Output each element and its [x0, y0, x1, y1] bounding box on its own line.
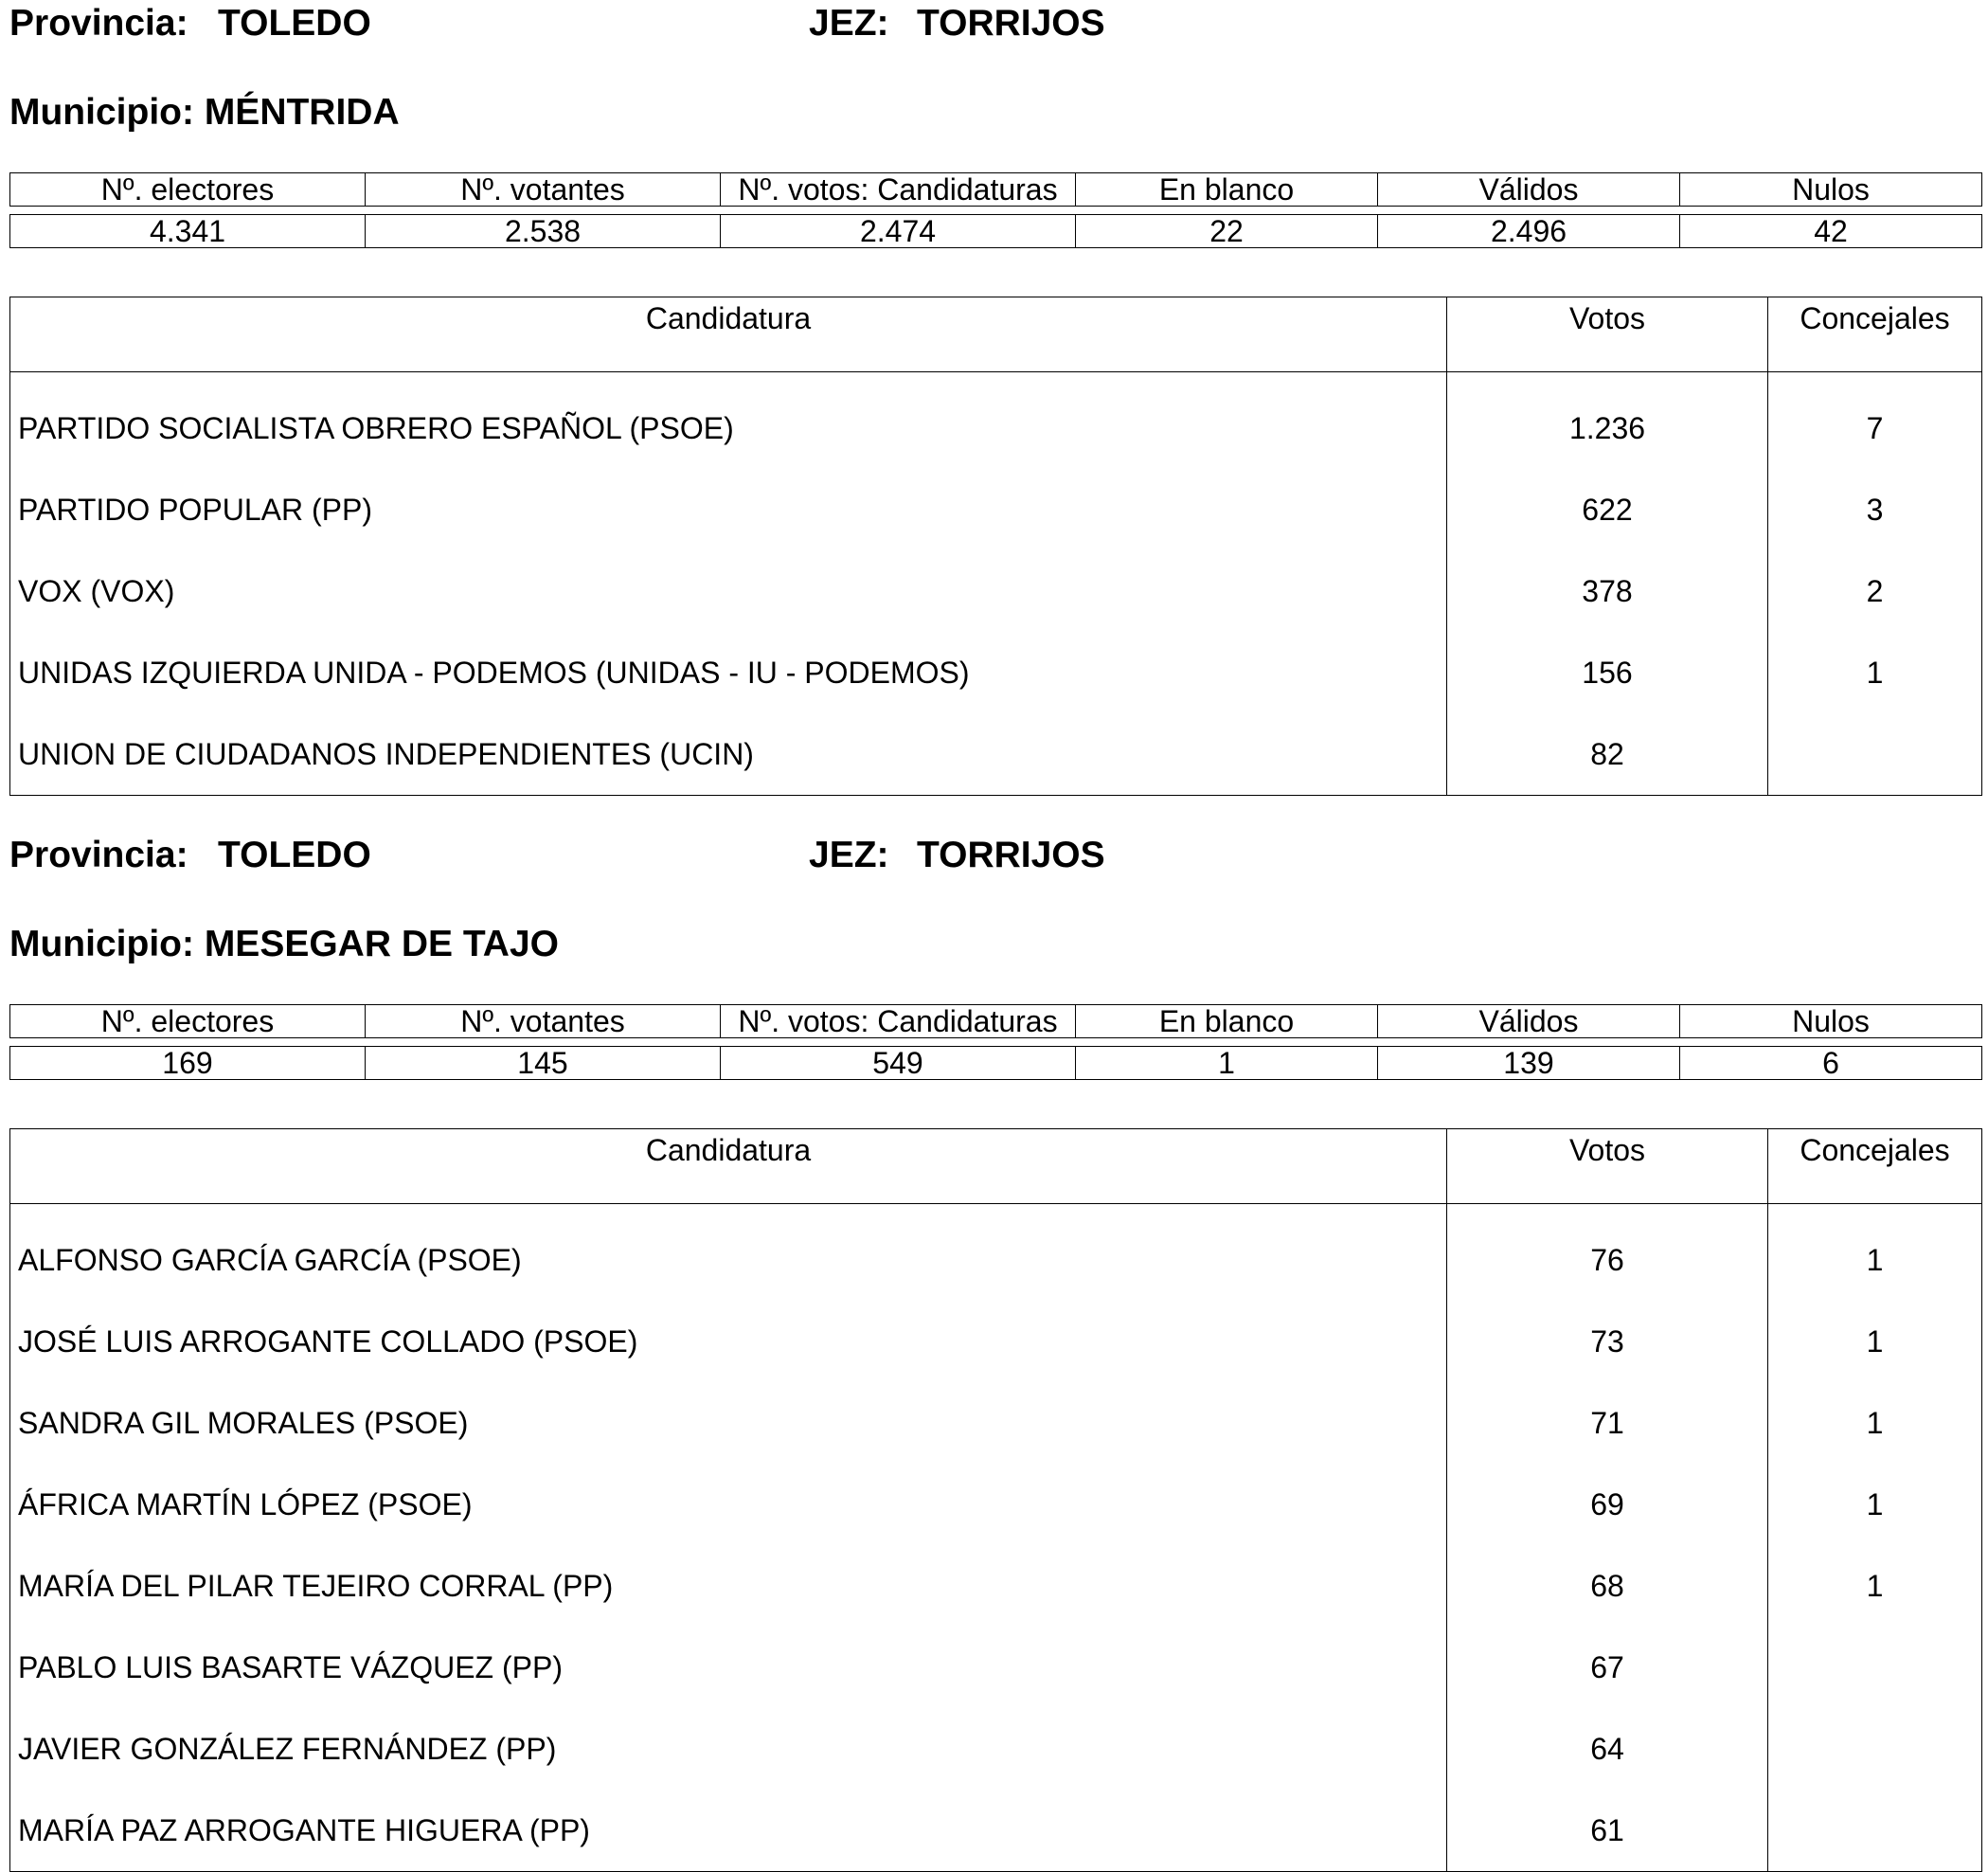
municipality-label: Municipio:	[9, 92, 194, 133]
table-row	[10, 1464, 1982, 1545]
municipality-line	[9, 89, 1981, 136]
candidatura-cell: PARTIDO POPULAR (PP)	[18, 492, 372, 527]
jez-label: JEZ:	[809, 3, 889, 44]
table-row	[10, 632, 1982, 713]
summary-header-candidaturas: Nº. votos: Candidaturas	[721, 173, 1076, 207]
results-table	[9, 1128, 1982, 1872]
summary-header-votantes: Nº. votantes	[366, 1005, 721, 1038]
table-row	[10, 713, 1982, 796]
province-value: TOLEDO	[218, 3, 371, 44]
concejales-cell: 1	[1768, 1382, 1982, 1464]
candidatura-cell: PABLO LUIS BASARTE VÁZQUEZ (PP)	[18, 1649, 563, 1684]
votos-cell: 61	[1447, 1790, 1768, 1872]
summary-header-candidaturas: Nº. votos: Candidaturas	[721, 1005, 1076, 1038]
results-header-candidatura: Candidatura	[10, 1129, 1447, 1204]
votos-cell: 1.236	[1447, 372, 1768, 470]
summary-value-electores: 4.341	[10, 215, 366, 248]
summary-values-table	[9, 1046, 1982, 1080]
province-value: TOLEDO	[218, 835, 371, 875]
concejales-cell	[1768, 1790, 1982, 1872]
table-row	[10, 1790, 1982, 1872]
concejales-cell: 1	[1768, 1545, 1982, 1627]
province-line	[9, 0, 1981, 47]
table-row	[10, 1382, 1982, 1464]
concejales-cell: 3	[1768, 469, 1982, 550]
summary-header-electores: Nº. electores	[10, 1005, 366, 1038]
table-row	[10, 1301, 1982, 1382]
concejales-cell	[1768, 1708, 1982, 1790]
concejales-cell: 1	[1768, 1464, 1982, 1545]
candidatura-cell: UNION DE CIUDADANOS INDEPENDIENTES (UCIN)	[18, 736, 754, 771]
concejales-cell	[1768, 713, 1982, 796]
municipality-value: MÉNTRIDA	[204, 92, 400, 133]
votos-cell: 64	[1447, 1708, 1768, 1790]
summary-value-validos: 139	[1378, 1047, 1680, 1080]
table-row	[10, 1708, 1982, 1790]
results-header-votos: Votos	[1447, 297, 1768, 372]
summary-header-blanco: En blanco	[1076, 173, 1378, 207]
summary-value-electores: 169	[10, 1047, 366, 1080]
results-table	[9, 297, 1982, 796]
province-label: Provincia:	[9, 835, 188, 875]
votos-cell: 73	[1447, 1301, 1768, 1382]
municipality-line	[9, 921, 1981, 968]
municipality-section	[9, 832, 1981, 1863]
municipality-section	[9, 0, 1981, 786]
results-header-candidatura: Candidatura	[10, 297, 1447, 372]
concejales-cell: 7	[1768, 372, 1982, 470]
table-row	[10, 1204, 1982, 1302]
jez-label: JEZ:	[809, 835, 889, 875]
candidatura-cell: ALFONSO GARCÍA GARCÍA (PSOE)	[18, 1242, 522, 1277]
candidatura-cell: JOSÉ LUIS ARROGANTE COLLADO (PSOE)	[18, 1323, 638, 1359]
summary-value-nulos: 42	[1680, 215, 1982, 248]
candidatura-cell: MARÍA DEL PILAR TEJEIRO CORRAL (PP)	[18, 1568, 614, 1603]
votos-cell: 82	[1447, 713, 1768, 796]
summary-value-validos: 2.496	[1378, 215, 1680, 248]
candidatura-cell: MARÍA PAZ ARROGANTE HIGUERA (PP)	[18, 1812, 590, 1847]
summary-header-validos: Válidos	[1378, 173, 1680, 207]
table-row	[10, 469, 1982, 550]
concejales-cell: 1	[1768, 1301, 1982, 1382]
candidatura-cell: ÁFRICA MARTÍN LÓPEZ (PSOE)	[18, 1486, 473, 1521]
candidatura-cell: VOX (VOX)	[18, 573, 175, 608]
candidatura-cell: UNIDAS IZQUIERDA UNIDA - PODEMOS (UNIDAS - IU - PODEMOS)	[18, 655, 970, 690]
summary-header-votantes: Nº. votantes	[366, 173, 721, 207]
summary-value-candidaturas: 2.474	[721, 215, 1076, 248]
votos-cell: 71	[1447, 1382, 1768, 1464]
concejales-cell: 1	[1768, 1204, 1982, 1302]
province-label: Provincia:	[9, 3, 188, 44]
candidatura-cell: PARTIDO SOCIALISTA OBRERO ESPAÑOL (PSOE)	[18, 410, 734, 445]
summary-header-validos: Válidos	[1378, 1005, 1680, 1038]
summary-value-candidaturas: 549	[721, 1047, 1076, 1080]
table-row	[10, 1627, 1982, 1708]
summary-header-nulos: Nulos	[1680, 1005, 1982, 1038]
summary-header-table	[9, 172, 1982, 207]
votos-cell: 69	[1447, 1464, 1768, 1545]
votos-cell: 156	[1447, 632, 1768, 713]
table-row	[10, 372, 1982, 470]
results-header-votos: Votos	[1447, 1129, 1768, 1204]
table-row	[10, 1545, 1982, 1627]
votos-cell: 378	[1447, 550, 1768, 632]
summary-header-table	[9, 1004, 1982, 1038]
summary-value-blanco: 1	[1076, 1047, 1378, 1080]
jez-value: TORRIJOS	[917, 3, 1105, 44]
summary-values-table	[9, 214, 1982, 248]
summary-header-nulos: Nulos	[1680, 173, 1982, 207]
summary-header-electores: Nº. electores	[10, 173, 366, 207]
votos-cell: 622	[1447, 469, 1768, 550]
municipality-label: Municipio:	[9, 924, 194, 964]
results-header-concejales: Concejales	[1768, 1129, 1982, 1204]
results-header-concejales: Concejales	[1768, 297, 1982, 372]
municipality-value: MESEGAR DE TAJO	[204, 924, 559, 964]
summary-header-blanco: En blanco	[1076, 1005, 1378, 1038]
concejales-cell	[1768, 1627, 1982, 1708]
summary-value-blanco: 22	[1076, 215, 1378, 248]
votos-cell: 76	[1447, 1204, 1768, 1302]
candidatura-cell: JAVIER GONZÁLEZ FERNÁNDEZ (PP)	[18, 1731, 557, 1766]
province-line	[9, 832, 1981, 879]
jez-value: TORRIJOS	[917, 835, 1105, 875]
concejales-cell: 1	[1768, 632, 1982, 713]
votos-cell: 67	[1447, 1627, 1768, 1708]
concejales-cell: 2	[1768, 550, 1982, 632]
votos-cell: 68	[1447, 1545, 1768, 1627]
table-row	[10, 550, 1982, 632]
summary-value-votantes: 145	[366, 1047, 721, 1080]
summary-value-votantes: 2.538	[366, 215, 721, 248]
summary-value-nulos: 6	[1680, 1047, 1982, 1080]
candidatura-cell: SANDRA GIL MORALES (PSOE)	[18, 1405, 469, 1440]
